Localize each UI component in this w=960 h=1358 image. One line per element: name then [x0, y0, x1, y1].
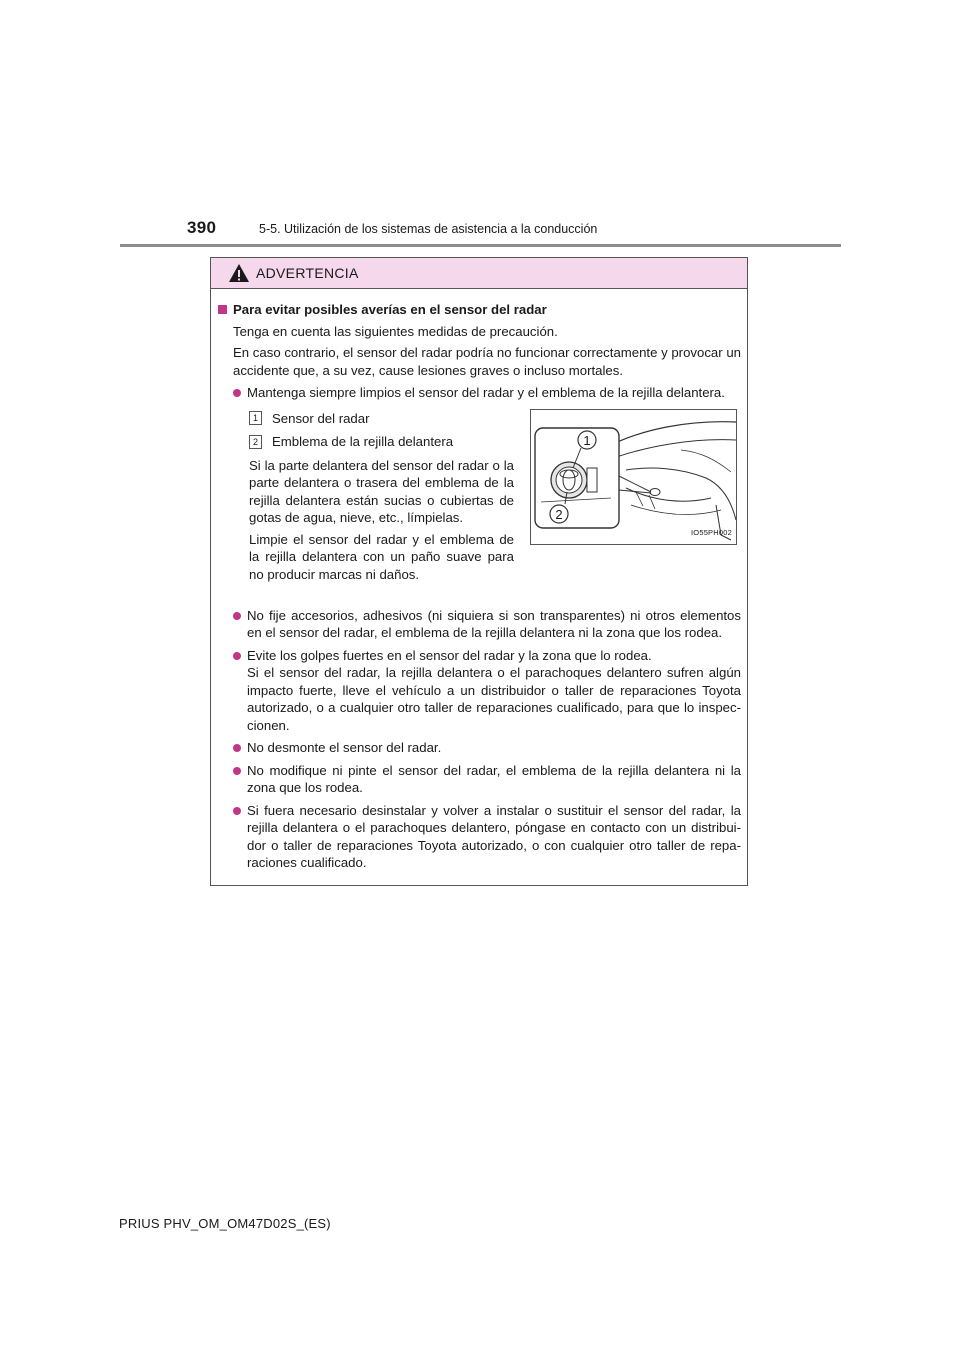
bullet-dot-icon: [233, 612, 241, 620]
bullet-item: [218, 762, 741, 797]
bullet-text: Mantenga siempre limpios el sensor del radar y el emblema de la rejilla delantera.: [247, 385, 725, 400]
number-badge: 1: [249, 411, 262, 425]
warning-subheading: [218, 301, 741, 319]
figure-paragraph: Si la parte delantera del sensor del radar o la parte delantera o trasera del emblema de la rejilla delantera están sucias o cubiertas de gotas de agua, nieve, etc., límpielas.: [249, 457, 514, 525]
bullet-text: No modifique ni pinte el sensor del radar, el emblema de la rejilla delantera ni la zona que los rodea.: [247, 762, 741, 795]
bullet-item: [218, 739, 741, 757]
footer-code: PRIUS PHV_OM_OM47D02S_(ES): [119, 1216, 331, 1231]
callout-1: 1: [583, 432, 591, 448]
figure-paragraph: Limpie el sensor del radar y el emblema de la rejilla delantera con un paño suave para no producir marcas ni daños.: [249, 531, 514, 582]
legend-item: [249, 410, 514, 428]
section-title: 5-5. Utilización de los sistemas de asistencia a la conducción: [259, 222, 598, 236]
number-badge: 2: [249, 435, 262, 449]
bullet-item: [218, 384, 741, 402]
bullet-dot-icon: [233, 767, 241, 775]
page-number: 390: [187, 218, 217, 237]
bullet-text: No desmonte el sensor del radar.: [247, 740, 442, 755]
warning-triangle-icon: [228, 263, 250, 283]
legend-label: Sensor del radar: [272, 410, 370, 426]
bullet-text: Si fuera necesario desinstalar y volver a instalar o sustituir el sensor del radar, la rejilla delantera o el parachoques delantero, póngase en contacto con un distribui-dor o taller de reparaciones Toyota autorizado, o con cualquier otro taller de repa-raciones cualificado.: [247, 802, 741, 870]
figure-legend: [249, 410, 514, 584]
warning-title: ADVERTENCIA: [256, 265, 359, 281]
bullet-item: [218, 607, 741, 642]
bullet-dot-icon: [233, 744, 241, 752]
figure-area: [218, 408, 741, 602]
legend-item: [249, 433, 514, 451]
car-front-illustration: [530, 409, 737, 545]
bullet-item: [218, 647, 741, 735]
bullet-dot-icon: [233, 389, 241, 397]
bullet-text: Evite los golpes fuertes en el sensor del radar y la zona que lo rodea. Si el sensor del radar, la rejilla delantera o el parachoques delantero sufren algún impacto fuerte, lleve el vehículo a un distribuidor o taller de reparaciones Toyota autorizado, o a cualquier otro taller de reparaciones cualificado, para que lo inspec-cionen.: [247, 647, 741, 733]
warning-header: [211, 258, 747, 289]
bullet-dot-icon: [233, 652, 241, 660]
intro-text-1: Tenga en cuenta las siguientes medidas de precaución.: [233, 323, 558, 339]
bullet-text: No fije accesorios, adhesivos (ni siquiera si son transparentes) ni otros elementos en el sensor del radar, el emblema de la rejilla delantera ni la zona que los rodea.: [247, 607, 741, 640]
warning-body: [211, 289, 747, 872]
bullet-dot-icon: [233, 807, 241, 815]
callout-2: 2: [555, 506, 563, 522]
bullet-item: [218, 802, 741, 872]
square-bullet-icon: [218, 305, 227, 314]
intro-text-2: En caso contrario, el sensor del radar podría no funcionar correctamente y provocar un accidente que, a su vez, cause lesiones graves o incluso mortales.: [233, 345, 741, 378]
legend-label: Emblema de la rejilla delantera: [272, 434, 454, 449]
header-rule: [120, 244, 841, 247]
figure-code: IO55PH002: [691, 528, 732, 537]
warning-box: [210, 257, 748, 886]
subheading-text: Para evitar posibles averías en el sensor del radar: [233, 302, 547, 317]
